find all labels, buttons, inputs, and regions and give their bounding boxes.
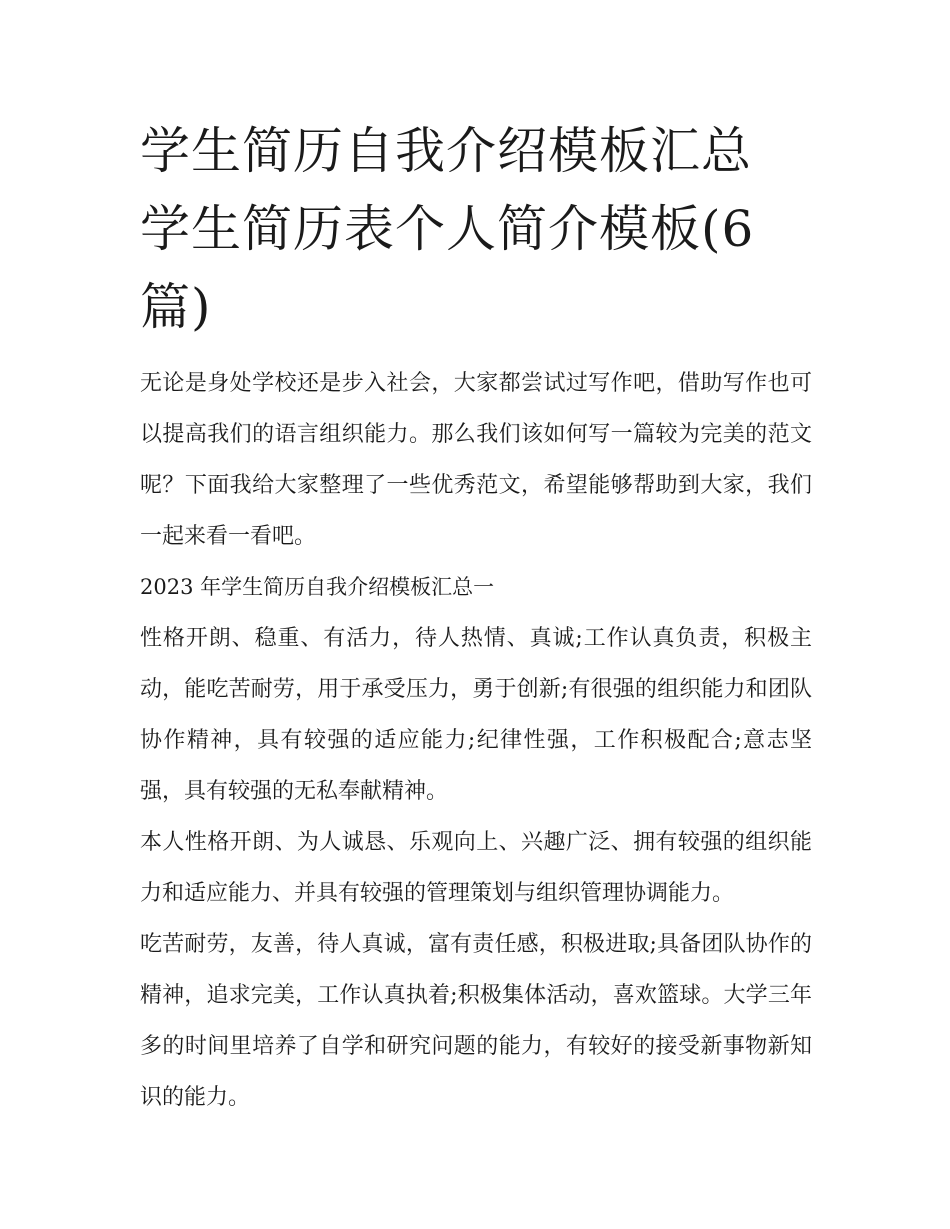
body-paragraph-1: 性格开朗、稳重、有活力，待人热情、真诚;工作认真负责，积极主动，能吃苦耐劳，用于承受压力，勇于创新;有很强的组织能力和团队协作精神，具有较强的适应能力;纪律性强，工作积极配合;意志坚强，具有较强的无私奉献精神。 [140, 626, 812, 804]
document-title: 学生简历自我介绍模板汇总 学生简历表个人简介模板(6 篇) [140, 122, 755, 336]
intro-paragraph: 无论是身处学校还是步入社会，大家都尝试过写作吧，借助写作也可以提高我们的语言组织能力。那么我们该如何写一篇较为完美的范文呢？下面我给大家整理了一些优秀范文，希望能够帮助到大家，我们一起来看一看吧。 [140, 371, 812, 549]
body-paragraph-3: 吃苦耐劳，友善，待人真诚，富有责任感，积极进取;具备团队协作的精神，追求完美，工作认真执着;积极集体活动，喜欢篮球。大学三年多的时间里培养了自学和研究问题的能力，有较好的接受新事物新知识的能力。 [140, 932, 812, 1110]
section-heading: 2023 年学生简历自我介绍模板汇总一 [140, 575, 495, 599]
body-paragraph-2: 本人性格开朗、为人诚恳、乐观向上、兴趣广泛、拥有较强的组织能力和适应能力、并具有较强的管理策划与组织管理协调能力。 [140, 830, 812, 906]
document-page [140, 112, 812, 1123]
